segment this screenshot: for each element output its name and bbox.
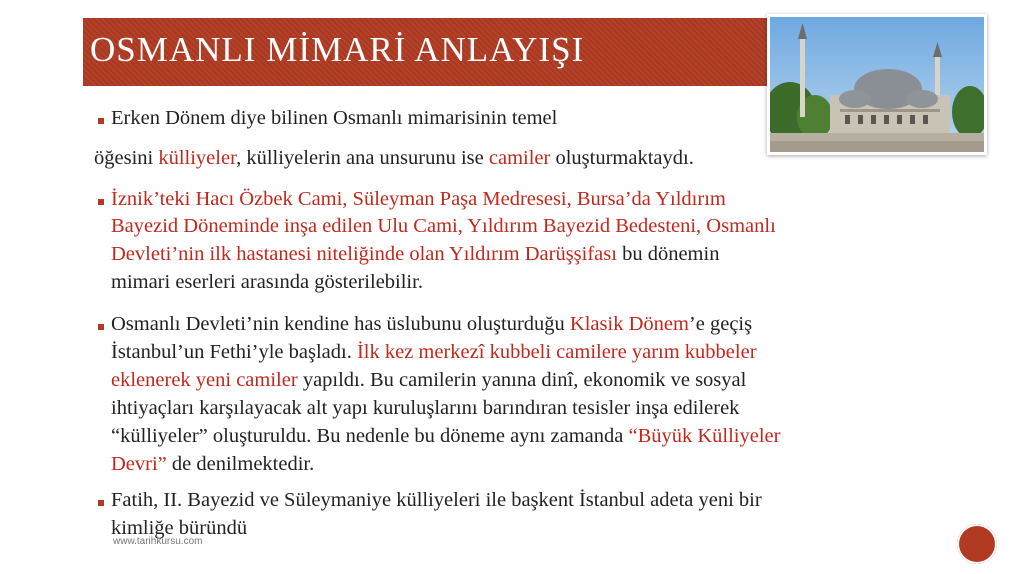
p3-line1: [111, 313, 752, 336]
p3-highlight-klasik: Klasik Dönem: [569, 313, 689, 335]
p3-text: yapıldı. Bu camilerin yanına dinî, ekonomik ve sosyal: [297, 369, 747, 391]
p1-text: oluşturmaktaydı.: [550, 147, 694, 169]
p3-text: Osmanlı Devleti’nin kendine has üslubunu oluşturduğu: [111, 313, 570, 335]
p3-line2: [111, 341, 757, 364]
p3-highlight-buyuk: “Büyük Külliyeler: [628, 425, 781, 447]
p3-highlight: eklenerek yeni camiler: [111, 369, 298, 391]
p2-line2: Bayezid Döneminde inşa edilen Ulu Cami, Yıldırım Bayezid Bedesteni, Osmanlı: [111, 215, 776, 237]
p2-line3: [111, 243, 719, 266]
p4-line2: kimliğe büründü: [111, 517, 248, 539]
mosque-photo: [767, 14, 987, 155]
p3-line5: [111, 425, 780, 448]
watermark-url: www.tarihkursu.com: [113, 536, 203, 547]
p3-text: ’e geçiş: [688, 313, 753, 335]
p3-line6: [111, 453, 314, 476]
bullet-marker: [98, 199, 104, 205]
p2-line4: mimari eserleri arasında gösterilebilir.: [111, 271, 423, 293]
p1-line2: [94, 147, 694, 170]
p3-text: de denilmektedir.: [166, 453, 315, 475]
p3-line3: [111, 369, 746, 392]
p3-text: “külliyeler” oluşturuldu. Bu nedenle bu döneme aynı zamanda: [111, 425, 629, 447]
slide-title: OSMANLI MİMARİ ANLAYIŞI: [90, 30, 585, 69]
p1-highlight-camiler: camiler: [488, 147, 551, 169]
bullet-marker: [98, 118, 104, 124]
p1-text: Erken Dönem diye bilinen Osmanlı mimarisinin temel: [111, 107, 558, 129]
p2-line1: İznik’teki Hacı Özbek Cami, Süleyman Paşa Medresesi, Bursa’da Yıldırım: [111, 188, 726, 210]
p3-highlight-devri: Devri”: [111, 453, 167, 475]
p1-highlight-kulliyeler: külliyeler: [158, 147, 237, 169]
slide-nav-button[interactable]: [957, 524, 997, 564]
p2-text: bu dönemin: [616, 243, 720, 265]
p3-highlight: İlk kez merkezî kubbeli camilere yarım kubbeler: [356, 341, 757, 363]
p2-highlight: Devleti’nin ilk hastanesi niteliğinde olan Yıldırım Darüşşifası: [111, 243, 617, 265]
p3-text: İstanbul’un Fethi’yle başladı.: [111, 341, 357, 363]
p1-line1: [111, 107, 557, 130]
bullet-marker: [98, 324, 104, 330]
p1-text: , külliyelerin ana unsurunu ise: [236, 147, 489, 169]
p3-line4: ihtiyaçları karşılayacak alt yapı kuruluşlarını barındıran tesisler inşa edilerek: [111, 397, 740, 419]
p1-text: öğesini: [94, 147, 159, 169]
p4-line1: Fatih, II. Bayezid ve Süleymaniye külliyeleri ile başkent İstanbul adeta yeni bir: [111, 489, 762, 511]
bullet-marker: [98, 500, 104, 506]
